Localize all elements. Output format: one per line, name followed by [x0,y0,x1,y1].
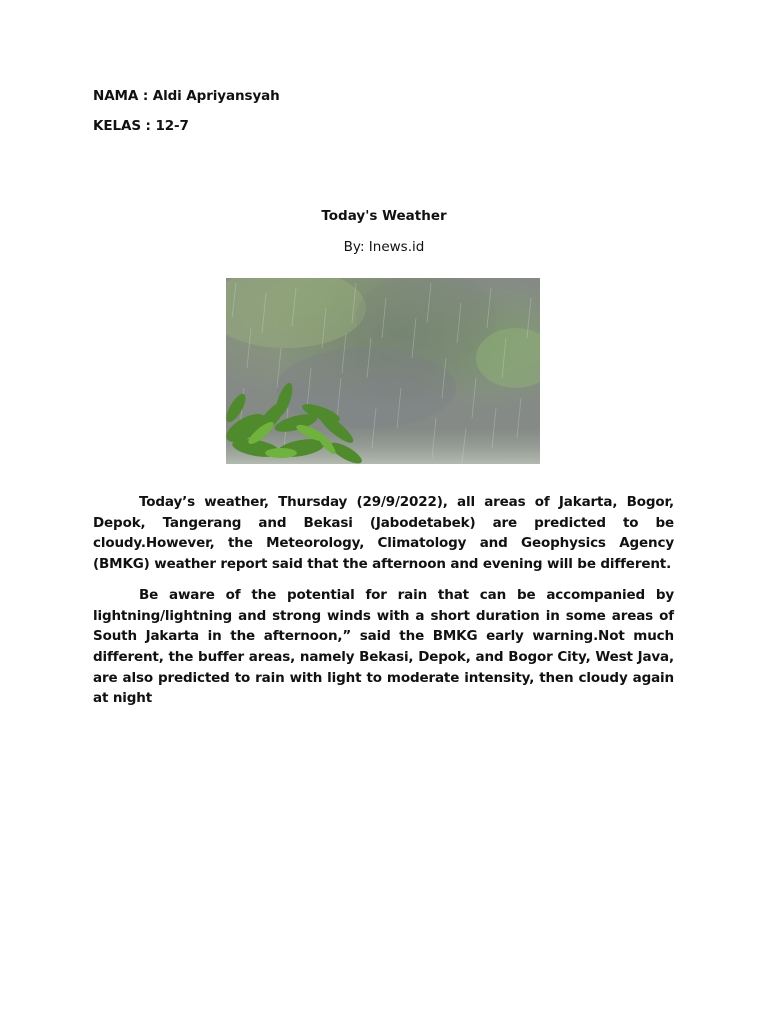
article-title: Today's Weather [321,208,447,224]
student-name: NAMA : Aldi Apriyansyah [93,88,280,104]
article-byline: By: Inews.id [343,239,425,255]
article-paragraph-2: Be aware of the potential for rain that can be accompanied by lightning/lightning and strong winds with a short duration in some areas of South Jakarta in the afternoon,” said the BMKG early warning.Not much different, the buffer areas, namely Bekasi, Depok, and Bogor City, West Java, are also predicted to rain with light to moderate intensity, then cloudy again at night [93,586,674,707]
rain-photo-icon [226,278,540,464]
article-paragraph-1: Today’s weather, Thursday (29/9/2022), all areas of Jakarta, Bogor, Depok, Tangerang and Bekasi (Jabodetabek) are predicted to be cloudy.However, the Meteorology, Climatology and Geophysics Agency (BMKG) weather report said that the afternoon and evening will be different. [93,494,674,573]
student-class: KELAS : 12-7 [93,118,189,134]
article-body [93,492,674,719]
